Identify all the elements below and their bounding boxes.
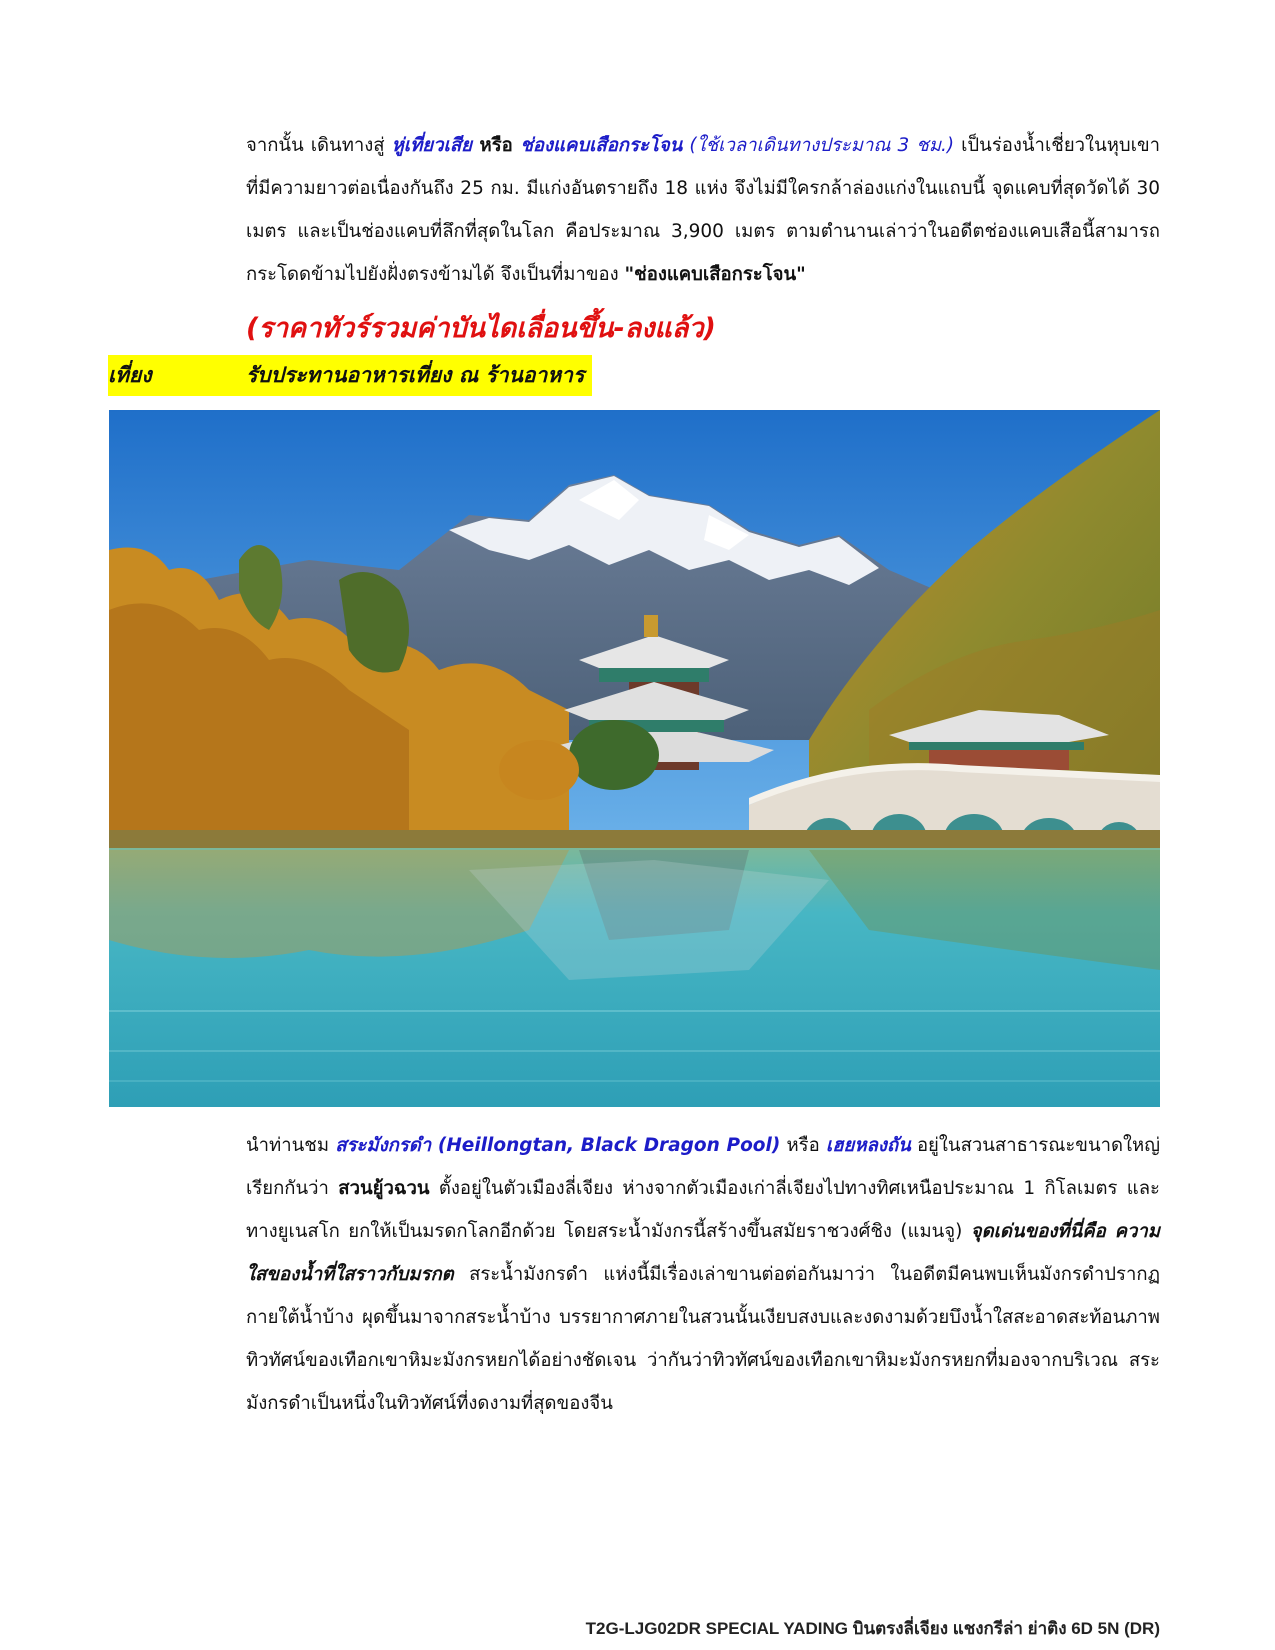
page-footer: T2G-LJG02DR SPECIAL YADING บินตรงลี่เจียง แชงกรีล่า ย่าติง 6D 5N (DR) [585, 1619, 1160, 1638]
paragraph-black-dragon-pool [246, 1124, 1160, 1425]
para2-or: หรือ [780, 1135, 826, 1156]
black-dragon-pool-photo [109, 410, 1160, 1107]
para2-text-2: อยู่ในสวนสาธารณะขนาดใหญ่ เรียกกันว่า [246, 1135, 1160, 1199]
place-name-tiger-leaping-gorge: ช่องแคบเสือกระโจน [520, 135, 683, 156]
price-note: (ราคาทัวร์รวมค่าบันไดเลื่อนขึ้น-ลงแล้ว) [246, 313, 716, 344]
para1-text-1: จากนั้น เดินทางสู่ [246, 135, 392, 156]
highlight-text: จุดเด่นของที่นี่คือ ความใสของน้ำที่ใสราวกับมรกต [246, 1221, 1160, 1285]
para1-quoted-name: "ช่องแคบเสือกระโจน" [624, 264, 806, 285]
para1-or: หรือ [472, 135, 521, 156]
para2-text-1: นำท่านชม [246, 1135, 336, 1156]
place-name-heilongtan: เฮยหลงถัน [825, 1135, 911, 1156]
paragraph-tiger-leaping-gorge [246, 124, 1160, 296]
para2-text-4: สระน้ำมังกรดำ แห่งนี้มีเรื่องเล่าขานต่อต่อกันมาว่า ในอดีตมีคนพบเห็นมังกรดำปรากฏกายใต้น้ำบ้าง ผุดขึ้นมาจากสระน้ำบ้าง บรรยากาศภายในสวนนั้นเงียบสงบและงดงามด้วยบึงน้ำใสสะอาดสะท้อนภาพทิวทัศน์ของเทือกเขาหิมะมังกรหยกได้อย่างชัดเจน ว่ากันว่าทิวทัศน์ของเทือกเขาหิมะมังกรหยกที่มองจากบริเวณ สระมังกรดำเป็นหนึ่งในทิวทัศน์ที่งดงามที่สุดของจีน [246, 1264, 1160, 1414]
meal-description: รับประทานอาหารเที่ยง ณ ร้านอาหาร [246, 363, 585, 387]
meal-time: เที่ยง [108, 363, 152, 387]
place-name-black-dragon-pool: สระมังกรดำ (Heillongtan, Black Dragon Pool) [335, 1135, 781, 1156]
para1-text-2: เป็นร่องน้ำเชี่ยวในหุบเขาที่มีความยาวต่อเนื่องกันถึง 25 กม. มีแก่งอันตรายถึง 18 แห่ง จึงไม่มีใครกล้าล่องแก่งในแถบนี้ จุดแคบที่สุดวัดได้ 30 เมตร และเป็นช่องแคบที่ลึกที่สุดในโลก คือประมาณ 3,900 เมตร ตามตำนานเล่าว่าในอดีตช่องแคบเสือนี้สามารถกระโดดข้ามไปยังฝั่งตรงข้ามได้ จึงเป็นที่มาของ [246, 135, 1161, 285]
meal-row-lunch [108, 355, 592, 396]
travel-time-note: (ใช้เวลาเดินทางประมาณ 3 ชม.) [689, 135, 955, 156]
para2-text-3: ตั้งอยู่ในตัวเมืองลี่เจียง ห่างจากตัวเมืองเก่าลี่เจียงไปทางทิศเหนือประมาณ 1 กิโลเมตร และทางยูเนสโก ยกให้เป็นมรดกโลกอีกด้วย โดยสระน้ำมังกรนี้สร้างขึ้นสมัยราชวงศ์ชิง (แมนจู) [246, 1178, 1160, 1242]
park-name: สวนยู้วฉวน [338, 1178, 430, 1199]
place-name-hutiaoxia: หู่เที่ยวเสีย [391, 135, 472, 156]
